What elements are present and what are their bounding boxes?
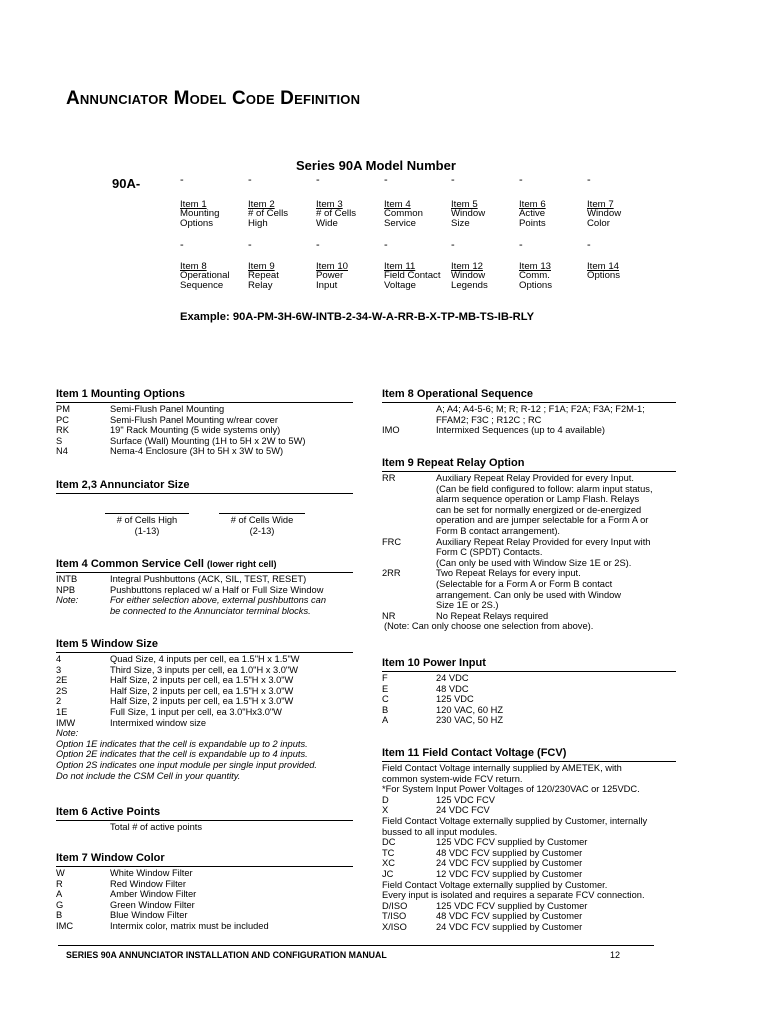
model-field-desc: Power [316, 270, 344, 282]
note-line: be connected to the Annunciator terminal blocks. [110, 605, 311, 616]
note-line: Option 2E indicates that the cell is expandable up to 4 inputs. [56, 749, 308, 760]
option-desc-line: Form C (SPDT) Contacts. [436, 547, 543, 558]
code-dash: - [384, 239, 388, 251]
option-row [382, 715, 676, 726]
option-code: B [382, 704, 389, 715]
model-field-label: Item 2 [248, 199, 275, 210]
item7-heading: Item 7 Window Color [56, 852, 353, 867]
option-desc-line: Two Repeat Relays for every input. [436, 568, 581, 579]
model-number-title: Series 90A Model Number [296, 158, 456, 173]
page-number: 12 [610, 950, 621, 960]
option-desc: 125 VDC FCV supplied by Customer [436, 900, 588, 911]
item11-heading: Item 11 Field Contact Voltage (FCV) [382, 747, 676, 762]
option-desc: 125 VDC FCV supplied by Customer [436, 837, 588, 848]
option-code: 2 [56, 696, 62, 707]
model-field [316, 262, 348, 290]
option-code: RK [56, 425, 69, 436]
option-desc: Green Window Filter [110, 899, 195, 910]
option-code: DC [382, 837, 396, 848]
option-row [382, 425, 676, 436]
option-code: D/ISO [382, 900, 408, 911]
item9-section [382, 457, 676, 632]
option-code: 2E [56, 675, 68, 686]
option-row [56, 425, 353, 436]
model-field [384, 262, 441, 290]
option-row [56, 585, 353, 596]
option-row [56, 436, 353, 447]
item6-section [56, 806, 353, 833]
option-desc: Half Size, 2 inputs per cell, ea 1.5"H x 3.0"W [110, 685, 294, 696]
model-field-label: Item 3 [316, 199, 343, 210]
item10-heading: Item 10 Power Input [382, 657, 676, 672]
option-desc-line: Auxiliary Repeat Relay Provided for every Input with [436, 536, 651, 547]
item8-section [382, 388, 676, 436]
option-desc: 125 VDC FCV [436, 794, 495, 805]
option-code: 4 [56, 654, 62, 664]
option-code: S [56, 435, 63, 446]
model-field-desc: Size [451, 217, 470, 229]
model-field-desc: Operational [180, 270, 230, 282]
paragraph-line: Every input is isolated and requires a separate FCV connection. [382, 890, 645, 901]
option-desc-line: alarm sequence operation or Lamp Flash. Relays [436, 494, 640, 505]
option-code: INTB [56, 574, 78, 584]
option-row [382, 473, 676, 537]
option-row [56, 707, 353, 718]
option-desc-line: Auxiliary Repeat Relay Provided for every Input. [436, 473, 634, 483]
option-desc: Full Size, 1 input per cell, ea 3.0"Hx3.0"W [110, 706, 282, 717]
model-field-label: Item 5 [451, 199, 478, 210]
option-row [382, 611, 676, 622]
option-row [56, 675, 353, 686]
model-field [519, 262, 552, 290]
option-code: A [382, 715, 389, 726]
option-desc-line: (Can only be used with Window Size 1E or 2S). [436, 557, 632, 568]
model-field-desc: Input [316, 279, 338, 291]
model-field-desc: # of Cells [316, 208, 356, 220]
option-desc [436, 611, 676, 622]
option-code: PC [56, 414, 69, 425]
option-desc: Nema-4 Enclosure (3H to 5H x 3W to 5W) [110, 446, 284, 457]
item4-heading-note: (lower right cell) [207, 559, 277, 569]
option-row [382, 911, 676, 922]
item9-list [382, 473, 676, 621]
model-field [248, 200, 288, 228]
paragraph-line: *For System Input Power Voltages of 120/230VAC or 125VDC. [382, 784, 640, 795]
option-code: X/ISO [382, 921, 407, 932]
code-dash: - [451, 174, 455, 186]
option-row [56, 900, 353, 911]
code-dash: - [180, 174, 184, 186]
option-desc: 48 VDC FCV supplied by Customer [436, 911, 583, 922]
option-row [382, 837, 676, 848]
option-desc: Blue Window Filter [110, 910, 188, 921]
option-code: C [382, 694, 389, 705]
paragraph-line: bussed to all input modules. [382, 826, 498, 837]
option-row [382, 568, 676, 610]
option-desc: 24 VDC [436, 673, 469, 683]
option-desc: 120 VAC, 60 HZ [436, 704, 504, 715]
option-row [56, 868, 353, 879]
model-field-desc: Window [451, 208, 486, 220]
item7-list [56, 868, 353, 932]
model-field-desc: Color [587, 217, 610, 229]
option-code: A [56, 889, 63, 900]
model-field-desc: Relay [248, 279, 273, 291]
note-line: Option 2S indicates one input module per single input provided. [56, 759, 317, 770]
item8-seq-line1: A; A4; A4-5-6; M; R; R-12 ; F1A; F2A; F3A; F2M-1; [436, 404, 645, 414]
option-desc: Third Size, 3 inputs per cell, ea 1.0"H x 3.0"W [110, 664, 298, 675]
item4-note [56, 595, 353, 616]
option-desc: 24 VDC FCV supplied by Customer [436, 858, 583, 869]
option-desc: Amber Window Filter [110, 889, 197, 900]
note-line: Do not include the CSM Cell in your quantity. [56, 770, 241, 781]
model-field-desc: Options [587, 270, 621, 282]
note-line: Option 1E indicates that the cell is expandable up to 2 inputs. [56, 738, 308, 749]
cells-high-field [105, 513, 189, 536]
model-field [248, 262, 279, 290]
model-field-desc: Window [587, 208, 622, 220]
option-row [56, 696, 353, 707]
item9-note: (Note: Can only choose one selection from above). [384, 621, 594, 632]
option-code: IMW [56, 717, 76, 728]
option-row [382, 684, 676, 695]
code-dash: - [587, 174, 591, 186]
option-row [382, 805, 676, 816]
model-field-label: Item 14 [587, 261, 619, 272]
option-code: IMC [56, 920, 74, 931]
option-desc-line: No Repeat Relays required [436, 610, 549, 621]
option-desc: Intermix color, matrix must be included [110, 920, 269, 931]
option-row [382, 869, 676, 880]
option-row [56, 404, 353, 415]
option-desc-line: Form B contact arrangement). [436, 525, 561, 536]
option-row [382, 848, 676, 859]
model-field-desc: Comm. [519, 270, 550, 282]
option-desc: Red Window Filter [110, 878, 186, 889]
option-desc: Semi-Flush Panel Mounting w/rear cover [110, 414, 278, 425]
item1-heading: Item 1 Mounting Options [56, 388, 353, 403]
model-field-desc: Common [384, 208, 423, 220]
model-field-desc: Legends [451, 279, 488, 291]
option-code: 2S [56, 685, 68, 696]
option-desc: Intermixed Sequences (up to 4 available) [436, 425, 605, 436]
option-code: W [56, 868, 65, 878]
paragraph-line: Field Contact Voltage externally supplied by Customer. [382, 879, 608, 890]
option-code: TC [382, 847, 395, 858]
model-field [384, 200, 423, 228]
item8-heading: Item 8 Operational Sequence [382, 388, 676, 403]
item8-list [382, 425, 676, 436]
model-field-label: Item 11 [384, 261, 416, 272]
option-desc: Quad Size, 4 inputs per cell, ea 1.5"H x 1.5"W [110, 654, 300, 664]
option-desc [436, 537, 676, 569]
item6-heading: Item 6 Active Points [56, 806, 353, 821]
model-field [451, 200, 485, 228]
code-dash: - [180, 239, 184, 251]
item10-list [382, 673, 676, 726]
option-desc: Surface (Wall) Mounting (1H to 5H x 2W to 5W) [110, 435, 306, 446]
item5-list [56, 654, 353, 728]
option-desc-line: (Can be field configured to follow: alarm input status, [436, 483, 653, 494]
note-text [110, 595, 353, 616]
option-code: B [56, 910, 63, 921]
option-code: IMO [382, 425, 400, 436]
code-dash: - [587, 239, 591, 251]
item4-heading-text: Item 4 Common Service Cell [56, 558, 204, 570]
model-field-label: Item 13 [519, 261, 551, 272]
option-code: E [382, 683, 389, 694]
option-desc: Pushbuttons replaced w/ a Half or Full Size Window [110, 584, 324, 595]
code-dash: - [451, 239, 455, 251]
model-field-label: Item 12 [451, 261, 483, 272]
item6-text: Total # of active points [110, 822, 202, 832]
model-field-desc: Options [519, 279, 553, 291]
item10-section [382, 657, 676, 726]
model-field-label: Item 6 [519, 199, 546, 210]
code-dash: - [316, 174, 320, 186]
option-desc-line: operation and are jumper selectable for a Form A or [436, 515, 649, 526]
option-desc: Integral Pushbuttons (ACK, SIL, TEST, RESET) [110, 574, 307, 584]
code-dash: - [248, 239, 252, 251]
item5-heading: Item 5 Window Size [56, 638, 353, 653]
option-code: 3 [56, 664, 62, 675]
note-line: Note: [56, 728, 79, 739]
code-dash: - [519, 174, 523, 186]
option-code: F [382, 673, 388, 683]
model-field [451, 262, 488, 290]
option-code: 2RR [382, 568, 401, 579]
option-desc-line: Size 1E or 2S.) [436, 600, 499, 611]
cells-wide-range: (2-13) [249, 525, 275, 536]
model-field [519, 200, 546, 228]
item4-list [56, 574, 353, 595]
model-field-label: Item 7 [587, 199, 614, 210]
option-row [382, 922, 676, 933]
model-field-label: Item 8 [180, 261, 207, 272]
model-field [180, 200, 219, 228]
footer-rule [58, 945, 654, 946]
model-field-desc: Active [519, 208, 546, 220]
option-code: R [56, 878, 63, 889]
option-code: XC [382, 858, 395, 869]
option-desc: Intermixed window size [110, 717, 207, 728]
option-code: FRC [382, 536, 402, 547]
item5-section [56, 638, 353, 781]
paragraph-line: common system-wide FCV return. [382, 773, 523, 784]
item9-heading: Item 9 Repeat Relay Option [382, 457, 676, 472]
model-field-label: Item 1 [180, 199, 207, 210]
option-row [56, 665, 353, 676]
item8-seq-line2: FFAM2; F3C ; R12C ; RC [436, 414, 542, 425]
paragraph-line: Field Contact Voltage externally supplied by Customer, internally [382, 815, 648, 826]
model-field-desc: Options [180, 217, 214, 229]
item1-section [56, 388, 353, 457]
model-field-desc: Points [519, 217, 546, 229]
cells-wide-label: # of Cells Wide [230, 515, 294, 525]
model-field-desc: Mounting [180, 208, 220, 220]
item23-section [56, 479, 353, 539]
page-title: Annunciator Model Code Definition [66, 88, 361, 109]
model-field [180, 262, 230, 290]
option-code: N4 [56, 446, 68, 457]
item23-heading: Item 2,3 Annunciator Size [56, 479, 353, 494]
model-field-desc: Field Contact [384, 270, 441, 282]
option-row [382, 537, 676, 569]
model-field [316, 200, 356, 228]
option-row [56, 879, 353, 890]
model-field-desc: High [248, 217, 268, 229]
option-code: G [56, 899, 64, 910]
option-desc: Half Size, 2 inputs per cell, ea 1.5"H x 3.0"W [110, 675, 294, 686]
option-desc [436, 568, 676, 610]
option-code: D [382, 794, 389, 805]
option-desc: 48 VDC FCV supplied by Customer [436, 847, 583, 858]
option-row [382, 705, 676, 716]
option-desc: 12 VDC FCV supplied by Customer [436, 868, 583, 879]
option-row [56, 910, 353, 921]
option-code: NR [382, 610, 396, 621]
code-dash: - [519, 239, 523, 251]
code-dash: - [316, 239, 320, 251]
option-code: RR [382, 473, 396, 483]
option-row [56, 415, 353, 426]
model-field-desc: Service [384, 217, 416, 229]
option-desc: 24 VDC FCV supplied by Customer [436, 921, 583, 932]
option-row [56, 921, 353, 932]
option-code: 1E [56, 706, 68, 717]
option-desc-line: (Selectable for a Form A or Form B contact [436, 578, 613, 589]
option-desc: 125 VDC [436, 694, 474, 705]
option-desc-line: arrangement. Can only be used with Window [436, 589, 622, 600]
code-dash: - [248, 174, 252, 186]
model-field-desc: Repeat [248, 270, 279, 282]
option-row [56, 574, 353, 585]
note-line: For either selection above, external pushbuttons can [110, 595, 327, 606]
option-code: PM [56, 404, 70, 414]
cells-high-label: # of Cells High [116, 515, 178, 525]
item4-heading [56, 558, 353, 573]
footer-title: SERIES 90A ANNUNCIATOR INSTALLATION AND CONFIGURATION MANUAL [66, 950, 387, 960]
model-field-desc: Voltage [384, 279, 417, 291]
item1-list [56, 404, 353, 457]
model-field-desc: Sequence [180, 279, 224, 291]
option-code: X [382, 805, 389, 816]
option-desc-line: can be set for normally energized or de-energized [436, 504, 642, 515]
option-code: NPB [56, 584, 76, 595]
model-field-label: Item 4 [384, 199, 411, 210]
model-field-label: Item 9 [248, 261, 275, 272]
option-desc: 48 VDC [436, 683, 469, 694]
item6-row [56, 822, 353, 833]
note-label: Note: [56, 595, 79, 606]
option-desc: Semi-Flush Panel Mounting [110, 404, 225, 414]
option-desc: 19" Rack Mounting (5 wide systems only) [110, 425, 281, 436]
model-code-example: Example: 90A-PM-3H-6W-INTB-2-34-W-A-RR-B-X-TP-MB-TS-IB-RLY [180, 311, 535, 323]
model-field-desc: Wide [316, 217, 338, 229]
option-desc [436, 473, 676, 537]
option-row [56, 654, 353, 665]
option-desc: 230 VAC, 50 HZ [436, 715, 504, 726]
option-row [382, 795, 676, 806]
model-field-label: Item 10 [316, 261, 348, 272]
cells-wide-field [219, 513, 305, 536]
option-row [382, 694, 676, 705]
option-row [382, 673, 676, 684]
item11-body [382, 763, 676, 933]
item4-section [56, 558, 353, 616]
model-field-desc: # of Cells [248, 208, 288, 220]
option-code: T/ISO [382, 911, 407, 922]
option-code: JC [382, 868, 394, 879]
code-dash: - [384, 174, 388, 186]
model-field-desc: Window [451, 270, 486, 282]
model-field [587, 262, 620, 281]
option-row [382, 901, 676, 912]
item5-notes [56, 728, 353, 781]
option-row [56, 889, 353, 900]
cells-high-range: (1-13) [134, 525, 160, 536]
item7-section [56, 852, 353, 932]
item11-section [382, 747, 676, 933]
option-desc: White Window Filter [110, 868, 193, 878]
option-row [56, 446, 353, 457]
option-row [382, 858, 676, 869]
paragraph-line: Field Contact Voltage internally supplied by AMETEK, with [382, 763, 622, 773]
model-prefix: 90A- [112, 176, 141, 191]
option-row [56, 686, 353, 697]
option-row [56, 718, 353, 729]
model-field [587, 200, 621, 228]
option-desc: Half Size, 2 inputs per cell, ea 1.5"H x 3.0"W [110, 696, 294, 707]
option-desc: 24 VDC FCV [436, 805, 490, 816]
